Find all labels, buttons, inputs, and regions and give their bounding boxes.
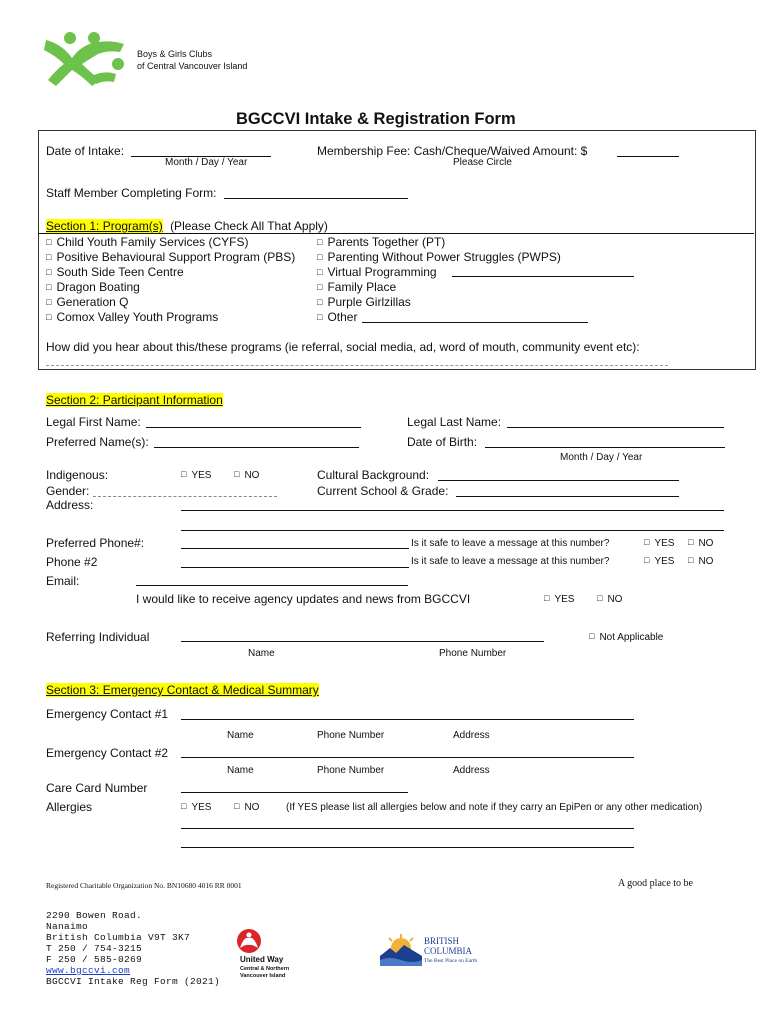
agency-updates-yes[interactable]: □ YES <box>544 594 574 605</box>
care-card-label: Care Card Number <box>46 781 148 795</box>
referring-phone-hint: Phone Number <box>439 648 507 659</box>
program-generation-q[interactable]: □ Generation Q <box>46 295 128 309</box>
united-way-text-2: Central & Northern <box>240 966 290 972</box>
address-label: Address: <box>46 498 94 512</box>
form-title: BGCCVI Intake & Registration Form <box>236 110 516 128</box>
section1-divider <box>38 233 754 234</box>
program-parents-together[interactable]: □ Parents Together (PT) <box>317 235 445 249</box>
phone2-label: Phone #2 <box>46 555 98 569</box>
united-way-logo-icon <box>234 928 264 954</box>
allergy-note: (If YES please list all allergies below and note if they carry an EpiPen or any other medication) <box>286 802 703 813</box>
emergency-contact-2-label: Emergency Contact #2 <box>46 746 169 760</box>
safe-message-2-no[interactable]: □ NO <box>688 556 713 567</box>
address-field-2[interactable] <box>181 530 724 531</box>
gender-label: Gender: <box>46 484 90 498</box>
allergies-field-1[interactable] <box>181 828 634 829</box>
safe-message-1-no[interactable]: □ NO <box>688 538 713 549</box>
agency-updates-label: I would like to receive agency updates and news from BGCCVI <box>136 592 471 606</box>
section2-heading <box>46 393 223 407</box>
org-name-line2: of Central Vancouver Island <box>137 61 248 71</box>
program-virtual[interactable]: □ Virtual Programming <box>317 265 437 279</box>
charity-number: Registered Charitable Organization No. BN10680 4016 RR 0001 <box>46 881 242 890</box>
virtual-programming-field[interactable] <box>452 276 634 277</box>
first-name-label: Legal First Name: <box>46 415 141 429</box>
program-pbs[interactable]: □ Positive Behavioural Support Program (PBS) <box>46 250 295 264</box>
ec2-address-hint: Address <box>453 765 490 776</box>
dob-field[interactable] <box>485 447 725 448</box>
address-line-province: British Columbia V9T 3K7 <box>46 932 191 943</box>
section3-heading-text: Section 3: Emergency Contact & Medical Summary <box>46 683 319 697</box>
section1-heading <box>46 219 328 233</box>
ec1-phone-hint: Phone Number <box>317 730 385 741</box>
date-of-intake-label: Date of Intake: <box>46 144 125 158</box>
membership-fee-label: Membership Fee: Cash/Cheque/Waived Amount: $ <box>317 144 588 158</box>
ec2-name-hint: Name <box>227 765 254 776</box>
footer-address <box>46 910 220 987</box>
ec1-address-hint: Address <box>453 730 490 741</box>
address-line-form-id: BGCCVI Intake Reg Form (2021) <box>46 976 221 987</box>
address-line-street: 2290 Bowen Road. <box>46 910 143 921</box>
bc-text-2: COLUMBIA <box>424 946 473 956</box>
allergies-yes-text: YES <box>191 802 212 813</box>
preferred-name-label: Preferred Name(s): <box>46 435 149 449</box>
indigenous-yes[interactable]: □ YES <box>181 470 211 481</box>
hear-about-label: How did you hear about this/these programs (ie referral, social media, ad, word of mouth, community event etc): <box>46 340 640 354</box>
staff-member-label: Staff Member Completing Form: <box>46 186 217 200</box>
date-of-intake-hint: Month / Day / Year <box>165 157 248 168</box>
dob-label: Date of Birth: <box>407 435 478 449</box>
section2-heading-text: Section 2: Participant Information <box>46 393 223 407</box>
other-program-field[interactable] <box>362 322 588 323</box>
first-name-field[interactable] <box>146 427 361 428</box>
allergies-yes-option[interactable] <box>181 802 211 813</box>
preferred-phone-field[interactable] <box>181 548 409 549</box>
united-way-text-3: Vancouver Island <box>240 973 286 979</box>
hear-about-field[interactable] <box>46 365 668 366</box>
program-pwps[interactable]: □ Parenting Without Power Struggles (PWPS) <box>317 250 561 264</box>
ec1-name-hint: Name <box>227 730 254 741</box>
fee-hint: Please Circle <box>453 157 512 168</box>
indigenous-no[interactable]: □ NO <box>234 470 259 481</box>
preferred-phone-label: Preferred Phone#: <box>46 536 145 550</box>
last-name-label: Legal Last Name: <box>407 415 502 429</box>
program-cyfs[interactable]: □ Child Youth Family Services (CYFS) <box>46 235 249 249</box>
emergency-contact-1-label: Emergency Contact #1 <box>46 707 169 721</box>
safe-message-2-label: Is it safe to leave a message at this number? <box>411 556 610 567</box>
phone2-field[interactable] <box>181 567 409 568</box>
cultural-field[interactable] <box>438 480 679 481</box>
allergies-field-2[interactable] <box>181 847 634 848</box>
allergies-no-option[interactable] <box>234 802 259 813</box>
emergency-contact-2-field[interactable] <box>181 757 634 758</box>
email-field[interactable] <box>136 585 408 586</box>
section1-heading-text: Section 1: Program(s) <box>46 219 163 233</box>
gender-field[interactable] <box>93 496 277 497</box>
address-line-website[interactable]: www.bgccvi.com <box>46 965 131 976</box>
british-columbia-logo-icon <box>380 934 422 966</box>
org-name-line1: Boys & Girls Clubs <box>137 49 213 59</box>
referring-label: Referring Individual <box>46 630 150 644</box>
cultural-label: Cultural Background: <box>317 468 430 482</box>
bc-text-1: BRITISH <box>424 936 460 946</box>
program-dragon-boating[interactable]: □ Dragon Boating <box>46 280 140 294</box>
safe-message-1-yes[interactable]: □ YES <box>644 538 674 549</box>
program-comox[interactable]: □ Comox Valley Youth Programs <box>46 310 218 324</box>
program-purple-girlzillas[interactable]: □ Purple Girlzillas <box>317 295 411 309</box>
bgc-logo <box>42 30 132 88</box>
last-name-field[interactable] <box>507 427 724 428</box>
ec2-phone-hint: Phone Number <box>317 765 385 776</box>
address-field-1[interactable] <box>181 510 724 511</box>
tagline: A good place to be <box>618 878 693 889</box>
program-family-place[interactable]: □ Family Place <box>317 280 396 294</box>
preferred-name-field[interactable] <box>154 447 359 448</box>
referring-name-hint: Name <box>248 648 275 659</box>
program-south-side[interactable]: □ South Side Teen Centre <box>46 265 184 279</box>
care-card-field[interactable] <box>181 792 408 793</box>
allergies-label: Allergies <box>46 800 93 814</box>
school-label: Current School & Grade: <box>317 484 449 498</box>
indigenous-label: Indigenous: <box>46 468 109 482</box>
agency-updates-no[interactable]: □ NO <box>597 594 622 605</box>
email-label: Email: <box>46 574 80 588</box>
dob-hint: Month / Day / Year <box>560 452 643 463</box>
address-line-city: Nanaimo <box>46 921 89 932</box>
section1-note: (Please Check All That Apply) <box>170 219 328 233</box>
united-way-text-1: United Way <box>240 955 284 964</box>
referring-field[interactable] <box>181 641 544 642</box>
program-other[interactable]: □ Other <box>317 310 357 324</box>
safe-message-1-label: Is it safe to leave a message at this number? <box>411 538 610 549</box>
school-field[interactable] <box>456 496 679 497</box>
allergies-no-text: NO <box>244 802 260 813</box>
section3-heading <box>46 683 319 697</box>
address-line-fax: F 250 / 585-0269 <box>46 954 143 965</box>
address-line-phone: T 250 / 754-3215 <box>46 943 143 954</box>
referring-not-applicable[interactable]: □ Not Applicable <box>589 632 663 643</box>
bc-text-3: The Best Place on Earth <box>424 958 478 964</box>
amount-field[interactable] <box>617 156 679 157</box>
safe-message-2-yes[interactable]: □ YES <box>644 556 674 567</box>
emergency-contact-1-field[interactable] <box>181 719 634 720</box>
staff-member-field[interactable] <box>224 198 408 199</box>
